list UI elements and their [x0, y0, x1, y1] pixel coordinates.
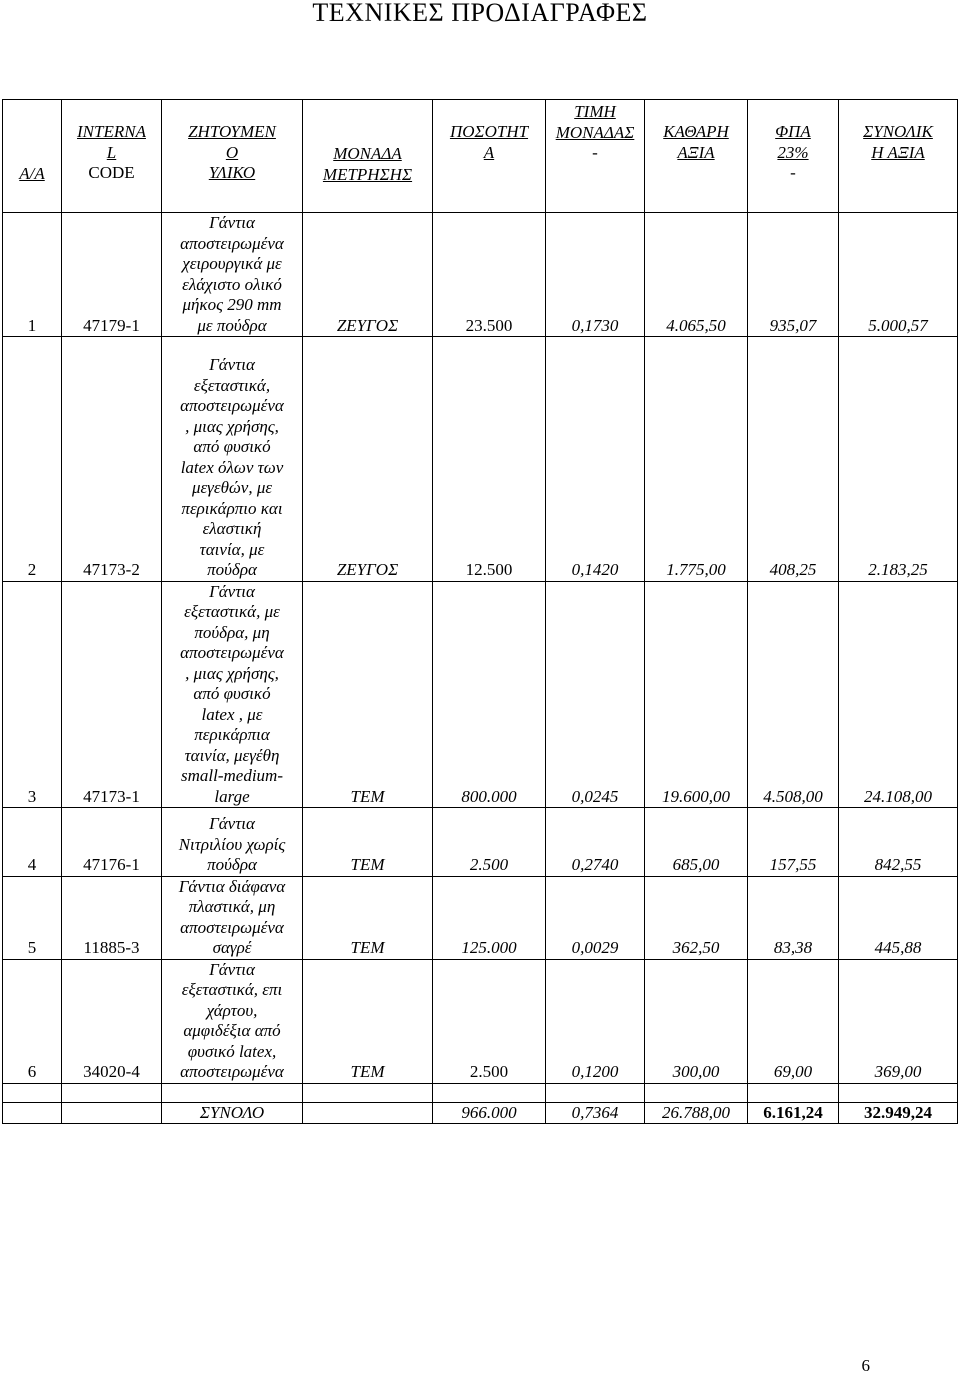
totals-net: 26.788,00	[645, 1102, 748, 1124]
row-qty: 12.500	[433, 337, 546, 582]
page-number: 6	[861, 1356, 870, 1375]
description-line: χειρουργικά με	[182, 254, 282, 273]
header-unit-line1: ΜΟΝΑΔΑ	[333, 144, 402, 163]
table-row	[3, 808, 958, 877]
row-code: 34020-4	[62, 959, 162, 1083]
description-line: εξεταστικά,	[193, 375, 271, 395]
row-net: 362,50	[645, 876, 748, 959]
description-line: latex , με	[201, 704, 263, 724]
row-vat: 157,55	[748, 808, 839, 877]
header-total-line1: ΣΥΝΟΛΙΚ	[863, 122, 933, 141]
description-line: latex όλων των	[180, 457, 284, 477]
row-code: 11885-3	[62, 876, 162, 959]
row-price: 0,0029	[546, 876, 645, 959]
row-unit: ΤΕΜ	[303, 808, 433, 877]
row-vat: 69,00	[748, 959, 839, 1083]
header-aa-text: Α/Α	[19, 164, 45, 183]
totals-vat: 6.161,24	[748, 1102, 839, 1124]
totals-label: ΣΥΝΟΛΟ	[162, 1102, 303, 1124]
description-line: πούδρα, μη	[194, 622, 270, 642]
row-price: 0,0245	[546, 581, 645, 808]
description-line: Γάντια	[209, 814, 255, 833]
row-vat: 4.508,00	[748, 581, 839, 808]
row-description	[162, 808, 303, 877]
row-total: 24.108,00	[839, 581, 958, 808]
description-line: ελαστική	[202, 519, 262, 538]
description-line: small-medium-	[181, 766, 283, 785]
header-qty-line2: Α	[483, 142, 495, 162]
description-line: ελάχιστο ολικό	[182, 274, 282, 294]
header-net	[645, 100, 748, 213]
description-line: Γάντια διάφανα	[178, 876, 286, 896]
row-description	[162, 959, 303, 1083]
description-line: αποστειρωμένα	[180, 643, 284, 662]
header-item-line2: Ο	[225, 142, 239, 162]
table-row	[3, 959, 958, 1083]
row-total: 5.000,57	[839, 213, 958, 337]
header-unit-line2: ΜΕΤΡΗΣΗΣ	[322, 164, 413, 184]
header-total-line2: Η ΑΞΙΑ	[871, 142, 925, 162]
description-line: αποστειρωμένα	[180, 1062, 284, 1081]
table-body	[3, 213, 958, 1084]
header-net-line2: ΑΞΙΑ	[677, 142, 715, 162]
description-line: αποστειρωμένα	[180, 233, 284, 253]
row-net: 19.600,00	[645, 581, 748, 808]
description-line: από φυσικό	[193, 684, 271, 703]
header-item-line3: ΥΛΙΚΟ	[208, 163, 256, 182]
header-code-line1: INTERNA	[77, 122, 146, 141]
header-item-line1: ΖΗΤΟΥΜΕΝ	[188, 122, 276, 141]
page-title: ΤΕΧΝΙΚΕΣ ΠΡΟΔΙΑΓΡΑΦΕΣ	[312, 0, 648, 27]
row-vat: 83,38	[748, 876, 839, 959]
totals-total: 32.949,24	[839, 1102, 958, 1124]
row-qty: 23.500	[433, 213, 546, 337]
header-aa	[3, 100, 62, 213]
row-net: 1.775,00	[645, 337, 748, 582]
description-line: με πούδρα	[197, 315, 267, 335]
header-vat-line2: 23%	[777, 142, 809, 162]
row-aa: 3	[3, 581, 62, 808]
description-line: , μιας χρήσης,	[185, 416, 279, 436]
table-row	[3, 876, 958, 959]
description-line: φυσικό latex,	[187, 1041, 277, 1061]
row-aa: 5	[3, 876, 62, 959]
description-line: εξεταστικά, επι	[181, 980, 283, 999]
description-line: περικάρπιο και	[181, 498, 283, 518]
description-line: σαγρέ	[212, 938, 252, 957]
row-description	[162, 213, 303, 337]
row-price: 0,2740	[546, 808, 645, 877]
description-line: πούδρα	[207, 855, 257, 874]
row-unit: ΤΕΜ	[303, 876, 433, 959]
description-line: Νιτριλίου χωρίς	[178, 834, 286, 854]
header-code	[62, 100, 162, 213]
header-code-line3: CODE	[88, 163, 135, 182]
description-line: ταινία, μεγέθη	[184, 745, 280, 765]
description-line: πλαστικά, μη	[188, 897, 276, 916]
description-line: αμφιδέξια από	[183, 1021, 281, 1040]
row-qty: 800.000	[433, 581, 546, 808]
description-line: αποστειρωμένα	[180, 396, 284, 415]
spacer-row	[3, 1083, 958, 1102]
row-qty: 125.000	[433, 876, 546, 959]
header-price-line2: ΜΟΝΑΔΑΣ	[555, 122, 635, 142]
header-code-line2: L	[106, 142, 117, 162]
description-line: από φυσικό	[193, 437, 271, 456]
row-unit: ΖΕΥΓΟΣ	[303, 213, 433, 337]
header-qty	[433, 100, 546, 213]
description-line: χάρτου,	[206, 1000, 258, 1020]
row-qty: 2.500	[433, 808, 546, 877]
totals-qty: 966.000	[433, 1102, 546, 1124]
row-aa: 4	[3, 808, 62, 877]
row-total: 445,88	[839, 876, 958, 959]
row-description	[162, 337, 303, 582]
header-vat-line1: ΦΠΑ	[775, 122, 811, 141]
row-net: 685,00	[645, 808, 748, 877]
header-vat-line3: -	[790, 163, 796, 182]
header-unit	[303, 100, 433, 213]
description-line: Γάντια	[209, 581, 255, 601]
row-unit: ΖΕΥΓΟΣ	[303, 337, 433, 582]
header-qty-line1: ΠΟΣΟΤΗΤ	[449, 122, 529, 141]
description-line: αποστειρωμένα	[180, 917, 284, 937]
row-price: 0,1420	[546, 337, 645, 582]
specifications-table	[2, 99, 958, 1124]
header-total	[839, 100, 958, 213]
row-price: 0,1730	[546, 213, 645, 337]
description-line: περικάρπια	[194, 725, 270, 744]
row-unit: ΤΕΜ	[303, 581, 433, 808]
description-line: πούδρα	[207, 560, 257, 579]
description-line: μεγεθών, με	[191, 478, 273, 497]
header-item	[162, 100, 303, 213]
header-price-line3: -	[592, 143, 598, 162]
row-code: 47173-2	[62, 337, 162, 582]
row-qty: 2.500	[433, 959, 546, 1083]
description-line: εξεταστικά, με	[184, 602, 280, 621]
description-line: large	[214, 786, 250, 806]
description-line: μήκος 290 mm	[182, 295, 282, 314]
row-code: 47173-1	[62, 581, 162, 808]
description-line: , μιας χρήσης,	[185, 663, 279, 683]
row-aa: 2	[3, 337, 62, 582]
description-line: ταινία, με	[199, 539, 265, 559]
table-row	[3, 581, 958, 808]
row-net: 300,00	[645, 959, 748, 1083]
row-code: 47179-1	[62, 213, 162, 337]
description-line: Γάντια	[209, 213, 255, 232]
row-aa: 6	[3, 959, 62, 1083]
row-vat: 408,25	[748, 337, 839, 582]
totals-row	[3, 1102, 958, 1124]
table-row	[3, 213, 958, 337]
row-aa: 1	[3, 213, 62, 337]
row-code: 47176-1	[62, 808, 162, 877]
row-price: 0,1200	[546, 959, 645, 1083]
header-vat	[748, 100, 839, 213]
totals-price: 0,7364	[546, 1102, 645, 1124]
row-description	[162, 876, 303, 959]
header-net-line1: ΚΑΘΑΡΗ	[663, 122, 729, 141]
row-total: 369,00	[839, 959, 958, 1083]
header-row	[3, 100, 958, 213]
row-description	[162, 581, 303, 808]
row-net: 4.065,50	[645, 213, 748, 337]
description-line: Γάντια	[209, 355, 255, 374]
header-price	[546, 100, 645, 213]
row-total: 842,55	[839, 808, 958, 877]
row-vat: 935,07	[748, 213, 839, 337]
row-unit: ΤΕΜ	[303, 959, 433, 1083]
description-line: Γάντια	[209, 959, 255, 979]
table-row	[3, 337, 958, 582]
header-price-line1: ΤΙΜΗ	[574, 102, 616, 121]
row-total: 2.183,25	[839, 337, 958, 582]
